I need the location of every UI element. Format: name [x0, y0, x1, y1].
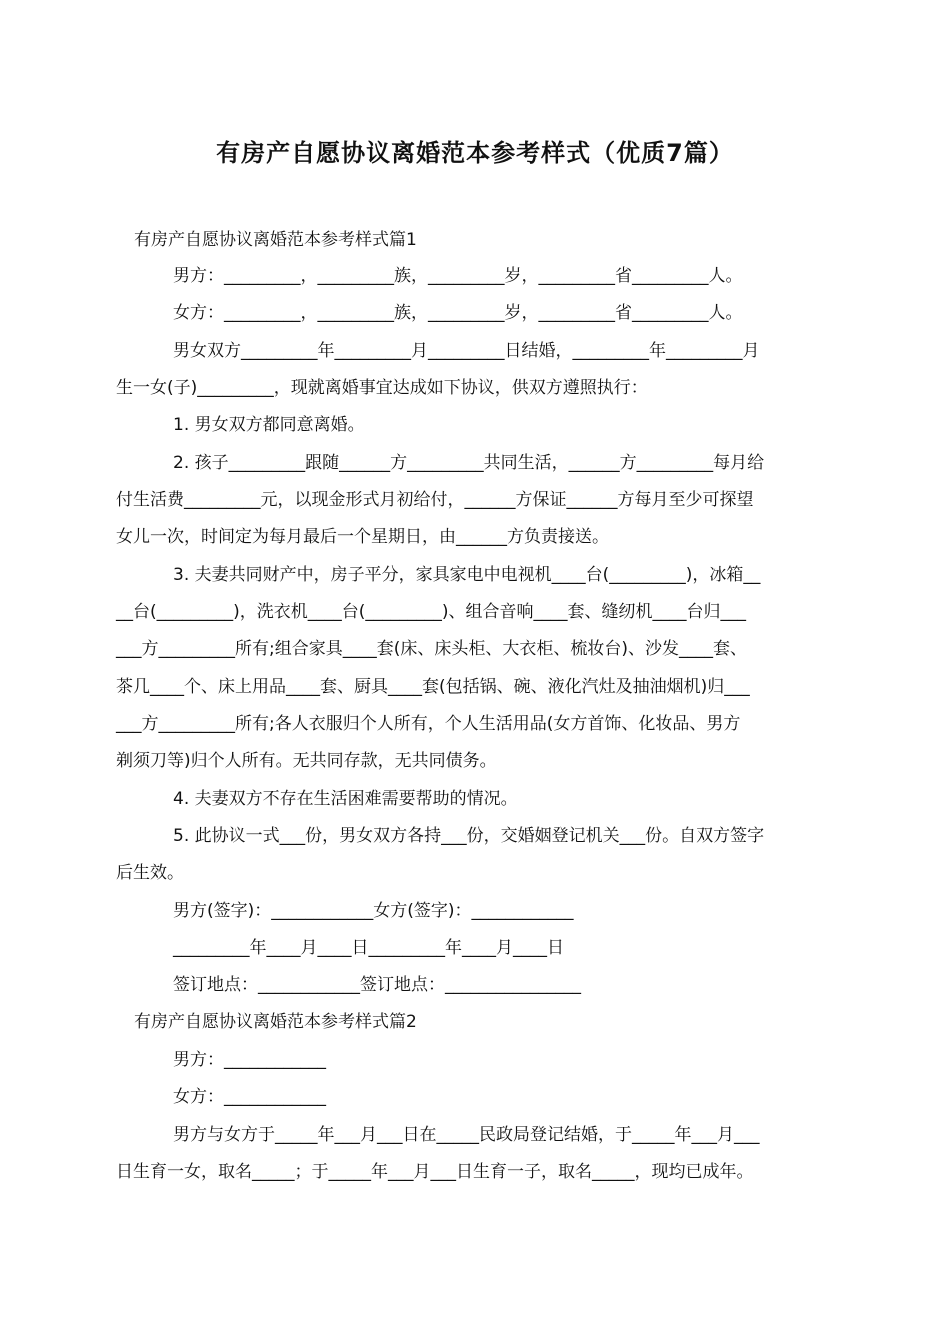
date-line: _________年____月____日_________年____月____日	[173, 938, 564, 958]
paragraph-line: 男女双方_________年_________月_________日结婚，_________年_________月	[173, 341, 760, 361]
paragraph-line: __台(_________)，洗衣机____台(_________)、组合音响____套、缝纫机____台归___	[116, 602, 747, 622]
paragraph-line: 女儿一次，时间定为每月最后一个星期日，由______方负责接送。	[116, 527, 609, 547]
paragraph-line: 3. 夫妻共同财产中，房子平分，家具家电中电视机____台(_________)，冰箱__	[173, 565, 761, 585]
paragraph-line: 男方：____________	[173, 1050, 326, 1070]
paragraph-line: 2. 孩子_________跟随______方_________共同生活，______方_________每月给	[173, 453, 765, 473]
paragraph-line: 5. 此协议一式___份，男女双方各持___份，交婚姻登记机关___份。自双方签字	[173, 826, 765, 846]
paragraph-line: ___方_________所有;组合家具____套(床、床头柜、大衣柜、梳妆台)、沙发____套、	[116, 639, 747, 659]
paragraph-line: 1. 男女双方都同意离婚。	[173, 415, 365, 435]
paragraph-line: 男方：_________，_________族，_________岁，_________省_________人。	[173, 266, 743, 286]
paragraph-line: 剃须刀等)归个人所有。无共同存款，无共同债务。	[116, 751, 497, 771]
location-line: 签订地点：____________签订地点：________________	[173, 975, 581, 995]
paragraph-line: 女方：____________	[173, 1087, 326, 1107]
signature-line: 男方(签字)：____________女方(签字)：____________	[173, 901, 574, 921]
paragraph-line: 付生活费_________元，以现金形式月初给付，______方保证______方每月至少可探望	[116, 490, 754, 510]
paragraph-line: 4. 夫妻双方不存在生活困难需要帮助的情况。	[173, 789, 518, 809]
paragraph-line: ___方_________所有;各人衣服归个人所有，个人生活用品(女方首饰、化妆品、男方	[116, 714, 741, 734]
section-heading-1: 有房产自愿协议离婚范本参考样式篇1	[134, 230, 417, 250]
paragraph-line: 生一女(子)_________，现就离婚事宜达成如下协议，供双方遵照执行：	[116, 378, 648, 398]
paragraph-line: 男方与女方于_____年___月___日在_____民政局登记结婚，于_____年___月___	[173, 1125, 760, 1145]
paragraph-line: 日生育一女，取名_____；于_____年___月___日生育一子，取名_____，现均已成年。	[116, 1162, 754, 1182]
paragraph-line: 茶几____个、床上用品____套、厨具____套(包括锅、碗、液化汽灶及抽油烟机)归___	[116, 677, 750, 697]
document-title: 有房产自愿协议离婚范本参考样式（优质7篇）	[216, 139, 734, 167]
paragraph-line: 后生效。	[116, 863, 184, 883]
paragraph-line: 女方：_________，_________族，_________岁，_________省_________人。	[173, 303, 743, 323]
section-heading-2: 有房产自愿协议离婚范本参考样式篇2	[134, 1012, 417, 1032]
